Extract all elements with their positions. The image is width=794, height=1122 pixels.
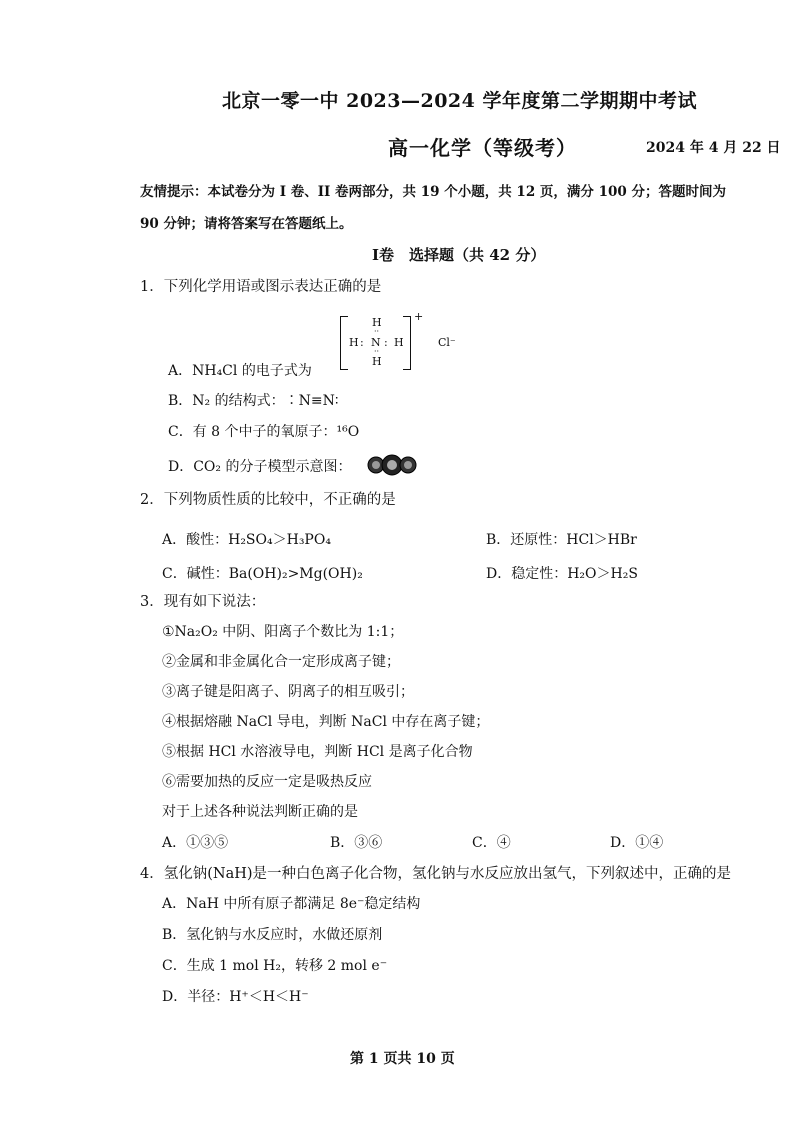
q3-statement-6: ⑥需要加热的反应一定是吸热反应: [162, 774, 372, 790]
left-bracket: [340, 316, 348, 370]
charge-plus: +: [414, 310, 424, 323]
q3-option-b: B．③⑥: [330, 835, 383, 851]
q3-prompt: 对于上述各种说法判断正确的是: [162, 804, 358, 820]
q2-option-c: C．碱性：Ba(OH)₂>Mg(OH)₂: [162, 566, 363, 582]
q1-option-b: B．N₂ 的结构式：∶N≡N∶: [168, 393, 339, 409]
q3-statement-3: ③离子键是阳离子、阴离子的相互吸引；: [162, 684, 414, 700]
chloride-ion: Cl⁻: [438, 336, 456, 349]
section-heading: I卷 选择题（共 42 分）: [372, 246, 546, 264]
h-left: H: [349, 336, 359, 349]
q4-option-d: D．半径：H⁺＜H＜H⁻: [162, 989, 309, 1005]
q3-option-d: D．①④: [610, 835, 664, 851]
q3-option-c: C．④: [472, 835, 511, 851]
tip-line-2: 90 分钟；请将答案写在答题纸上。: [140, 216, 353, 232]
co2-molecular-model-figure: [366, 454, 418, 476]
right-bracket: [403, 316, 411, 370]
page-footer: 第 1 页共 10 页: [350, 1051, 455, 1067]
question-2-stem: 2．下列物质性质的比较中，不正确的是: [140, 492, 396, 508]
electron-dots-bottom: ··: [374, 347, 380, 356]
exam-date: 2024 年 4 月 22 日: [646, 140, 781, 156]
question-1-stem: 1．下列化学用语或图示表达正确的是: [140, 279, 382, 295]
q1-option-a: A．NH₄Cl 的电子式为: [168, 363, 312, 379]
question-3-stem: 3．现有如下说法：: [140, 594, 266, 610]
exam-subtitle: 高一化学（等级考）: [388, 136, 577, 160]
q4-option-b: B．氢化钠与水反应时，水做还原剂: [162, 927, 383, 943]
q3-statement-1: ①Na₂O₂ 中阴、阳离子个数比为 1:1；: [162, 624, 404, 640]
q3-statement-4: ④根据熔融 NaCl 导电，判断 NaCl 中存在离子键；: [162, 714, 490, 730]
q2-option-b: B．还原性：HCl＞HBr: [486, 532, 637, 548]
q2-option-a: A．酸性：H₂SO₄＞H₃PO₄: [162, 532, 331, 548]
electron-dots-top: ··: [374, 327, 380, 336]
q3-statement-5: ⑤根据 HCl 水溶液导电，判断 HCl 是离子化合物: [162, 744, 473, 760]
tip-line-1: 友情提示：本试卷分为 I 卷、II 卷两部分，共 19 个小题，共 12 页，满分 100 分；答题时间为: [140, 184, 726, 200]
h-top: H: [372, 316, 382, 329]
exam-title: 北京一零一中 2023—2024 学年度第二学期期中考试: [222, 90, 697, 112]
q1-option-d: D．CO₂ 的分子模型示意图：: [168, 459, 352, 475]
q1-option-c: C．有 8 个中子的氧原子：¹⁶O: [168, 424, 360, 440]
q2-option-d: D．稳定性：H₂O＞H₂S: [486, 566, 638, 582]
q4-option-a: A．NaH 中所有原子都满足 8e⁻稳定结构: [162, 896, 421, 912]
q3-option-a: A．①③⑤: [162, 835, 229, 851]
question-4-stem: 4．氢化钠(NaH)是一种白色离子化合物，氢化钠与水反应放出氢气，下列叙述中，正确的是: [140, 866, 732, 882]
h-bottom: H: [372, 355, 382, 368]
h-right: H: [394, 336, 404, 349]
q4-option-c: C．生成 1 mol H₂，转移 2 mol e⁻: [162, 958, 388, 974]
n-center: N: [371, 336, 381, 349]
q3-statement-2: ②金属和非金属化合一定形成离子键；: [162, 654, 400, 670]
